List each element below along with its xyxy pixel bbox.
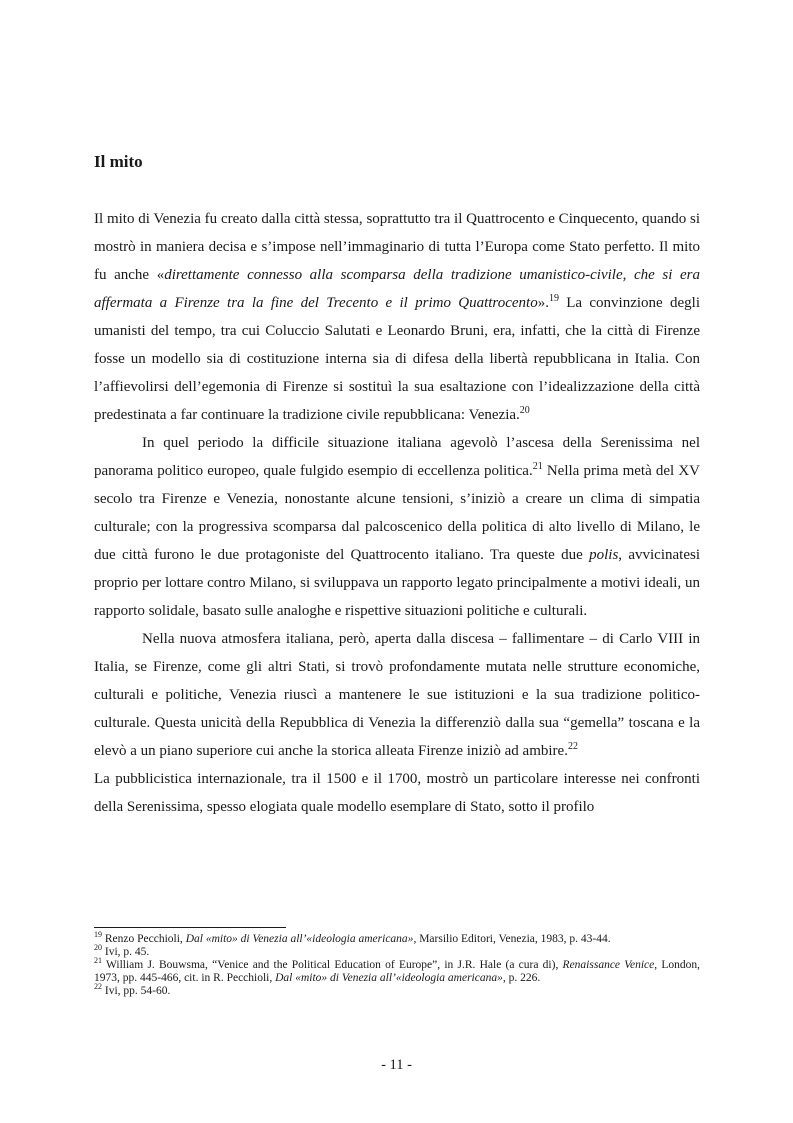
text-run: Renzo Pecchioli, — [102, 933, 186, 945]
page-number: - 11 - — [381, 1057, 412, 1073]
section-heading: Il mito — [94, 152, 143, 171]
paragraph-3 — [94, 625, 700, 765]
text-run: Nella prima metà del XV secolo tra Firenze e Venezia, nonostante alcune tensioni, s’iniziò a creare un clima di simpatia culturale; con la progressiva scomparsa dal palcoscenico della politica di alto livello di Milano, le due città furono le due protagoniste del Quattrocento italiano. Tra queste due — [94, 463, 700, 563]
text-run: La convinzione degli umanisti del tempo, tra cui Coluccio Salutati e Leonardo Bruni, era, infatti, che la città di Firenze fosse un modello sia di costituzione interna sia di difesa della libertà repubblicana in Italia. Con l’affievolirsi dell’egemonia di Firenze si sostituì la sua esaltazione con l’idealizzazione della città predestinata a far continuare la tradizione civile repubblicana: Venezia. — [94, 295, 701, 423]
footnote-19 — [94, 930, 700, 946]
text-run: , London, 1973, pp. 445-466, cit. in R. Pecchioli, — [94, 959, 700, 984]
paragraph-4 — [94, 765, 700, 821]
text-run: Ivi, pp. 54-60. — [102, 985, 171, 997]
footnote-ref-21[interactable]: 21 — [532, 461, 543, 472]
text-run: , p. 226. — [502, 972, 541, 984]
book-title: Renaissance Venice — [562, 959, 655, 971]
text-run: , avvicinatesi proprio per lottare contro Milano, si sviluppava un rapporto legato principalmente a motivi ideali, un rapporto solidale, basato sulle analoghe e rispettive situazioni politiche e culturali. — [94, 547, 700, 619]
footnote-21 — [94, 956, 700, 985]
book-title: Dal «mito» di Venezia all’«ideologia americana» — [275, 972, 503, 984]
footnote-number: 21 — [94, 956, 102, 966]
paragraph-2 — [94, 429, 700, 625]
text-run: ». — [537, 295, 549, 311]
footnote-number: 19 — [94, 930, 102, 940]
footnote-20 — [94, 943, 700, 959]
footnote-number: 20 — [94, 943, 102, 953]
text-run: William J. Bouwsma, “Venice and the Political Education of Europe”, in J.R. Hale (a cura di), — [102, 959, 563, 971]
text-run: La pubblicistica internazionale, tra il 1500 e il 1700, mostrò un particolare interesse nei confronti della Serenissima, spesso elogiata quale modello esemplare di Stato, sotto il profilo — [94, 771, 700, 815]
quotation: direttamente connesso alla scomparsa della tradizione umanistico-civile, che si era affermata a Firenze tra la fine del Trecento e il primo Quattrocento — [94, 267, 701, 311]
footnote-ref-22[interactable]: 22 — [567, 741, 578, 752]
italic-term: polis — [589, 547, 619, 563]
footnotes — [94, 930, 700, 998]
footnote-ref-19[interactable]: 19 — [548, 293, 559, 304]
text-run: Nella nuova atmosfera italiana, però, aperta dalla discesa – fallimentare – di Carlo VIII in Italia, se Firenze, come gli altri Stati, si trovò profondamente mutata nelle strutture economiche, culturali e politiche, Venezia riuscì a mantenere le sue istituzioni e la sua tradizione politico-culturale. Questa unicità della Repubblica di Venezia la differenziò dalla sua “gemella” toscana e la elevò a un piano superiore cui anche la storica alleata Firenze iniziò ad ambire. — [94, 631, 700, 759]
paragraph-1 — [94, 205, 700, 429]
footnote-number: 22 — [94, 982, 102, 992]
footnote-22 — [94, 982, 700, 998]
text-run: In quel periodo la difficile situazione italiana agevolò l’ascesa della Serenissima nel panorama politico europeo, quale fulgido esempio di eccellenza politica. — [94, 435, 700, 479]
text-run: , Marsilio Editori, Venezia, 1983, p. 43-44. — [413, 933, 611, 945]
text-run: Il mito di Venezia fu creato dalla città stessa, soprattutto tra il Quattrocento e Cinquecento, quando si mostrò in maniera decisa e s’impose nell’immaginario di tutta l’Europa come Stato perfetto. Il mito fu anche « — [94, 211, 700, 283]
footnote-separator — [94, 927, 286, 928]
book-title: Dal «mito» di Venezia all’«ideologia americana» — [185, 933, 414, 945]
body-text — [94, 205, 700, 821]
footnote-ref-20[interactable]: 20 — [519, 405, 530, 416]
text-run: Ivi, p. 45. — [102, 946, 150, 958]
